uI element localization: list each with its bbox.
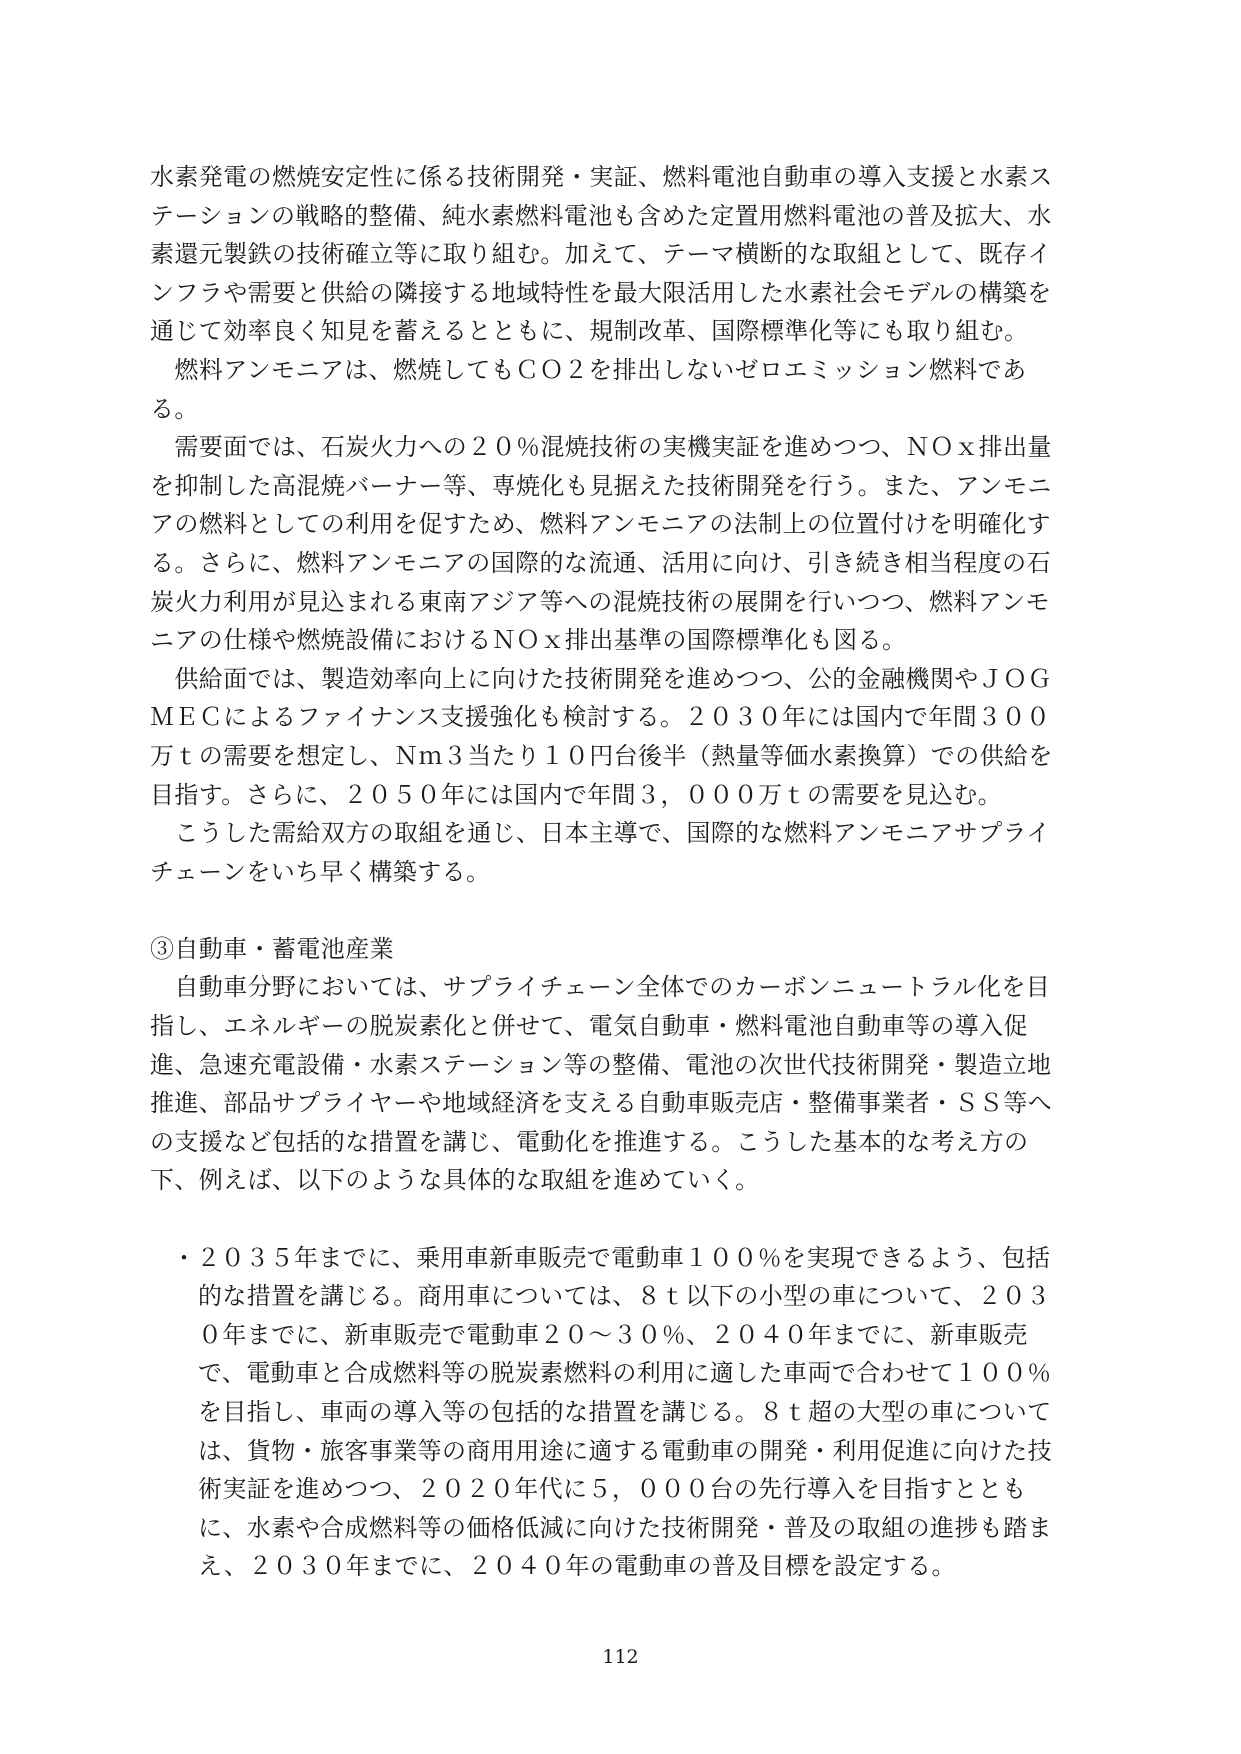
bullet-continuation-line: ０年までに、新車販売で電動車２０～３０％、２０４０年までに、新車販売 (198, 1320, 1028, 1349)
text-line: 自動車分野においては、サプライチェーン全体でのカーボンニュートラル化を目 (150, 973, 1051, 1002)
text-line: 進、急速充電設備・水素ステーション等の整備、電池の次世代技術開発・製造立地 (150, 1050, 1052, 1079)
text-line: テーションの戦略的整備、純水素燃料電池も含めた定置用燃料電池の普及拡大、水 (150, 201, 1052, 230)
text-line: 万ｔの需要を想定し、Ｎｍ３当たり１０円台後半（熱量等価水素換算）での供給を (150, 741, 1053, 770)
paragraph-hydrogen-ammonia (150, 158, 1090, 891)
bullet-continuation-line: 的な措置を講じる。商用車については、８ｔ以下の小型の車について、２０３ (198, 1282, 1051, 1311)
bullet-first-line: ・２０３５年までに、乗用車新車販売で電動車１００％を実現できるよう、包括 (172, 1243, 1051, 1272)
text-line: こうした需給双方の取組を通じ、日本主導で、国際的な燃料アンモニアサプライ (150, 819, 1051, 848)
text-line: の支援など包括的な措置を講じ、電動化を推進する。こうした基本的な考え方の (150, 1127, 1029, 1156)
text-line: 供給面では、製造効率向上に向けた技術開発を進めつつ、公的金融機関やＪＯＧ (150, 664, 1052, 693)
paragraph-automobile (150, 968, 1090, 1200)
text-line: ンフラや需要と供給の隣接する地域特性を最大限活用した水素社会モデルの構築を (150, 278, 1052, 307)
text-line: 水素発電の燃焼安定性に係る技術開発・実証、燃料電池自動車の導入支援と水素ス (150, 163, 1053, 191)
bullet-continuation-line: で、電動車と合成燃料等の脱炭素燃料の利用に適した車両で合わせて１００％ (198, 1359, 1052, 1388)
text-line: ニアの仕様や燃焼設備におけるＮＯｘ排出基準の国際標準化も図る。 (150, 626, 907, 655)
text-line: ＭＥＣによるファイナンス支援強化も検討する。２０３０年には国内で年間３００ (150, 703, 1051, 732)
text-line: る。 (150, 394, 199, 423)
text-line: 推進、部品サプライヤーや地域経済を支える自動車販売店・整備事業者・ＳＳ等へ (150, 1089, 1053, 1118)
text-line: 通じて効率良く知見を蓄えるとともに、規制改革、国際標準化等にも取り組む。 (150, 317, 1029, 346)
spacer (150, 1200, 1090, 1239)
spacer (150, 891, 1090, 930)
text-line: 素還元製鉄の技術確立等に取り組む。加えて、テーマ横断的な取組として、既存イ (150, 240, 1052, 269)
page-number: 112 (602, 1646, 639, 1668)
text-line: る。さらに、燃料アンモニアの国際的な流通、活用に向け、引き続き相当程度の石 (150, 548, 1051, 577)
bullet-continuation-line: に、水素や合成燃料等の価格低減に向けた技術開発・普及の取組の進捗も踏ま (198, 1513, 1052, 1542)
text-line: 指し、エネルギーの脱炭素化と併せて、電気自動車・燃料電池自動車等の導入促 (150, 1012, 1028, 1041)
section-heading: ③自動車・蓄電池産業 (150, 934, 394, 963)
bullet-continuation-line: 術実証を進めつつ、２０２０年代に５，０００台の先行導入を目指すととも (198, 1475, 1027, 1504)
bullet-item (150, 1239, 1090, 1586)
bullet-continuation-line: を目指し、車両の導入等の包括的な措置を講じる。８ｔ超の大型の車について (198, 1398, 1052, 1426)
text-line: チェーンをいち早く構築する。 (150, 857, 491, 886)
text-line: 需要面では、石炭火力への２０％混焼技術の実機実証を進めつつ、ＮＯｘ排出量 (150, 433, 1052, 462)
bullet-continuation-line: え、２０３０年までに、２０４０年の電動車の普及目標を設定する。 (198, 1552, 956, 1581)
text-line: 目指す。さらに、２０５０年には国内で年間３，０００万ｔの需要を見込む。 (150, 780, 1003, 809)
text-line: アの燃料としての利用を促すため、燃料アンモニアの法制上の位置付けを明確化す (150, 510, 1051, 539)
text-line: を抑制した高混焼バーナー等、専焼化も見据えた技術開発を行う。また、アンモニ (150, 471, 1052, 500)
bullet-continuation-line: は、貨物・旅客事業等の商用用途に適する電動車の開発・利用促進に向けた技 (198, 1436, 1052, 1465)
text-line: 下、例えば、以下のような具体的な取組を進めていく。 (150, 1166, 760, 1195)
text-line: 炭火力利用が見込まれる東南アジア等への混焼技術の展開を行いつつ、燃料アンモ (150, 587, 1050, 616)
text-line: 燃料アンモニアは、燃焼してもＣＯ２を排出しないゼロエミッション燃料であ (150, 355, 1027, 384)
document-body (150, 158, 1090, 1586)
